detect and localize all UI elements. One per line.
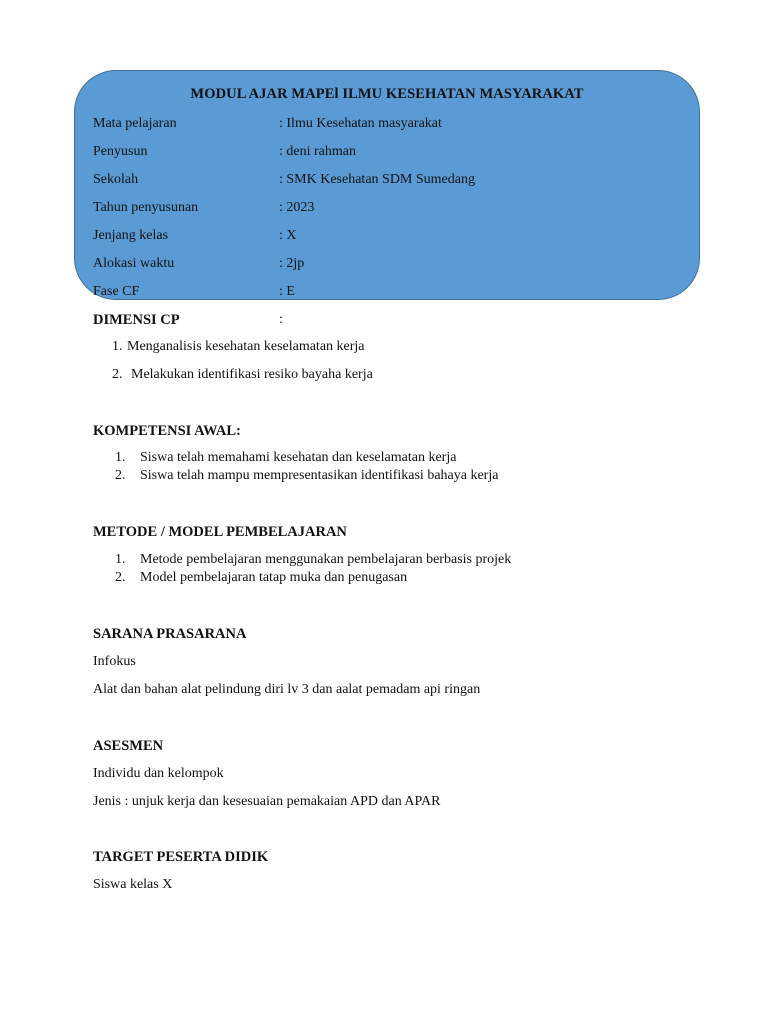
paragraph-line: Alat dan bahan alat pelindung diri lv 3 dan aalat pemadam api ringan	[93, 682, 481, 697]
list-item-number: 1.	[112, 339, 123, 354]
list-item-text: Siswa telah memahami kesehatan dan keselamatan kerja	[140, 450, 457, 465]
section-heading-asesmen: ASESMEN	[93, 738, 164, 754]
list-item-number: 1.	[115, 450, 126, 465]
section-heading-metode: METODE / MODEL PEMBELAJARAN	[93, 524, 347, 540]
field-value-mata-pelajaran: : Ilmu Kesehatan masyarakat	[279, 116, 442, 131]
document-title: MODUL AJAR MAPEl ILMU KESEHATAN MASYARAKAT	[190, 86, 584, 102]
section-heading-sarana-prasarana: SARANA PRASARANA	[93, 626, 247, 642]
field-label-tahun-penyusunan: Tahun penyusunan	[93, 200, 199, 215]
field-label-alokasi-waktu: Alokasi waktu	[93, 256, 175, 271]
dimensi-cp-colon: :	[279, 312, 283, 327]
list-item-text: Menganalisis kesehatan keselamatan kerja	[127, 339, 365, 354]
paragraph-line: Infokus	[93, 654, 136, 669]
field-value-alokasi-waktu: : 2jp	[279, 256, 305, 271]
field-value-fase-cf: : E	[279, 284, 295, 299]
field-value-jenjang-kelas: : X	[279, 228, 297, 243]
paragraph-line: Individu dan kelompok	[93, 766, 224, 781]
list-item-text: Melakukan identifikasi resiko bayaha kerja	[131, 367, 373, 382]
field-label-fase-cf: Fase CF	[93, 284, 140, 299]
field-value-sekolah: : SMK Kesehatan SDM Sumedang	[279, 172, 475, 187]
field-label-jenjang-kelas: Jenjang kelas	[93, 228, 169, 243]
field-label-sekolah: Sekolah	[93, 172, 139, 187]
field-value-penyusun: : deni rahman	[279, 144, 356, 159]
section-heading-target-peserta-didik: TARGET PESERTA DIDIK	[93, 849, 269, 865]
list-item-text: Model pembelajaran tatap muka dan penugasan	[140, 570, 408, 585]
list-item-number: 2.	[112, 367, 123, 382]
paragraph-line: Siswa kelas X	[93, 877, 173, 892]
list-item-text: Siswa telah mampu mempresentasikan identifikasi bahaya kerja	[140, 468, 499, 483]
list-item-number: 2.	[115, 570, 126, 585]
list-item-text: Metode pembelajaran menggunakan pembelajaran berbasis projek	[140, 552, 512, 567]
section-heading-dimensi-cp: DIMENSI CP	[93, 312, 180, 328]
field-label-penyusun: Penyusun	[93, 144, 148, 159]
field-label-mata-pelajaran: Mata pelajaran	[93, 116, 177, 131]
field-value-tahun-penyusunan: : 2023	[279, 200, 315, 215]
paragraph-line: Jenis : unjuk kerja dan kesesuaian pemakaian APD dan APAR	[93, 794, 441, 809]
section-heading-kompetensi-awal: KOMPETENSI AWAL:	[93, 423, 241, 439]
list-item-number: 1.	[115, 552, 126, 567]
list-item-number: 2.	[115, 468, 126, 483]
